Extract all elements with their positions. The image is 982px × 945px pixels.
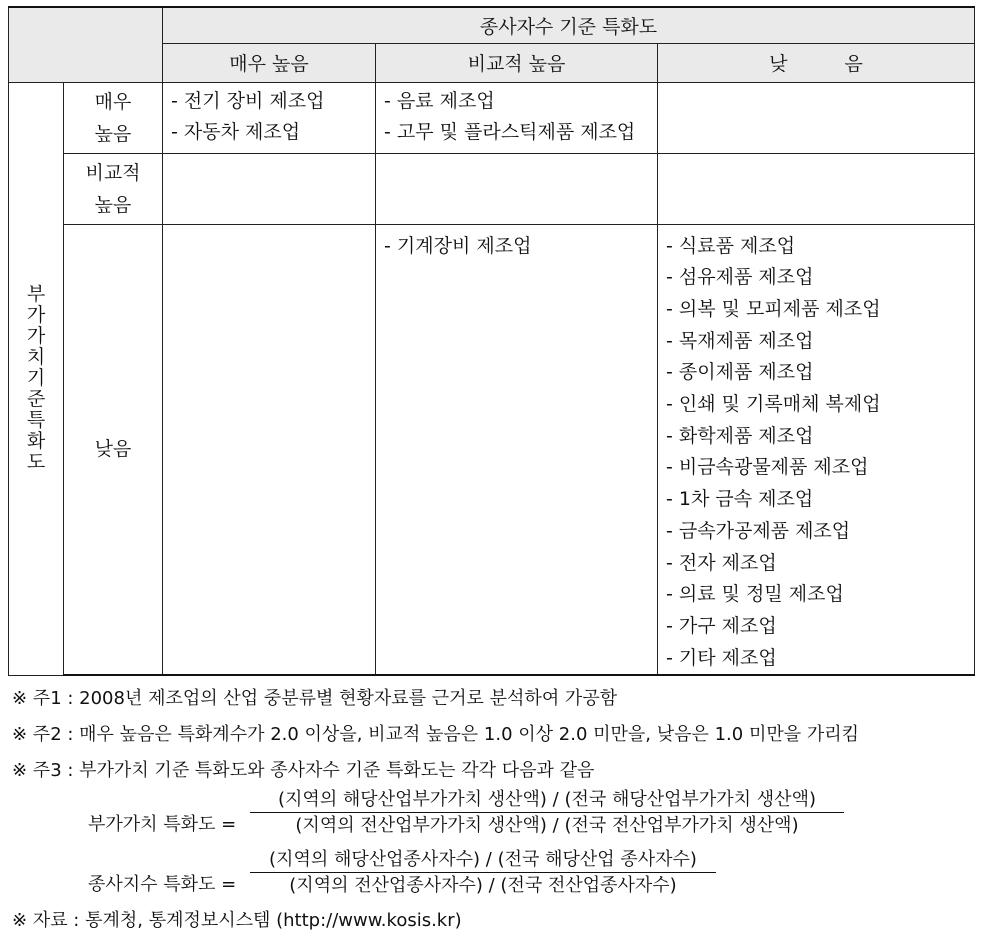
cell-low-low	[658, 224, 975, 675]
row-group-char: 준	[26, 388, 46, 411]
cell-relatively-high-very-high	[163, 153, 376, 224]
industry-item: - 기타 제조업	[666, 643, 974, 675]
cell-very-high-low	[658, 82, 975, 153]
row-label-line: 매우	[94, 90, 132, 113]
industry-item: - 금속가공제품 제조업	[666, 516, 974, 548]
source-note: ※ 자료 : 통계청, 통계정보시스템 (http://www.kosis.kr)	[12, 910, 462, 931]
row-group-char: 화	[26, 430, 46, 453]
industry-item: - 음료 제조업	[384, 86, 657, 118]
row-label-line: 높음	[94, 122, 132, 145]
row-group-char: 가	[26, 304, 46, 327]
industry-item: - 의복 및 모피제품 제조업	[666, 294, 974, 326]
row-group-char: 가	[26, 325, 46, 348]
row-group-char: 치	[26, 346, 46, 369]
formula-2-label: 종사지수 특화도 =	[88, 874, 237, 895]
industry-item: - 자동차 제조업	[171, 117, 375, 149]
cell-very-high-very-high	[163, 82, 376, 153]
industry-item: - 기계장비 제조업	[384, 231, 657, 263]
specialization-matrix-table	[8, 6, 975, 676]
col-header-very-high: 매우 높음	[163, 43, 376, 82]
industry-item: - 비금속광물제품 제조업	[666, 452, 974, 484]
industry-item: - 전기 장비 제조업	[171, 86, 375, 118]
industry-item: - 식료품 제조업	[666, 231, 974, 263]
formula-1-label: 부가가치 특화도 =	[88, 814, 237, 835]
cell-relatively-high-low	[658, 153, 975, 224]
industry-item: - 의료 및 정밀 제조업	[666, 579, 974, 611]
row-group-char: 도	[26, 451, 46, 474]
note-1: ※ 주1 : 2008년 제조업의 산업 중분류별 현황자료를 근거로 분석하여 가공함	[12, 688, 618, 709]
industry-item: - 섬유제품 제조업	[666, 262, 974, 294]
row-group-char: 특	[26, 409, 46, 432]
row-group-header	[9, 82, 64, 675]
cell-low-very-high	[163, 224, 376, 675]
row-label-line: 높음	[94, 193, 132, 216]
row-label-relatively-high	[64, 153, 163, 224]
industry-item: - 가구 제조업	[666, 611, 974, 643]
formula-1-fraction	[250, 788, 844, 839]
industry-item: - 1차 금속 제조업	[666, 484, 974, 516]
col-header-low: 낮 음	[658, 43, 975, 82]
note-2: ※ 주2 : 매우 높음은 특화계수가 2.0 이상을, 비교적 높음은 1.0 이상 2.0 미만을, 낮음은 1.0 미만을 가리킴	[12, 724, 860, 745]
industry-item: - 고무 및 플라스틱제품 제조업	[384, 117, 657, 149]
industry-item: - 인쇄 및 기록매체 복제업	[666, 389, 974, 421]
row-group-char: 기	[26, 367, 46, 390]
row-label-low	[64, 224, 163, 675]
row-label-line: 비교적	[85, 161, 141, 184]
formula-2-numerator: (지역의 해당산업종사자수) / (전국 해당산업 종사자수)	[250, 848, 716, 873]
row-group-char: 부	[26, 283, 46, 306]
col-header-relatively-high: 비교적 높음	[376, 43, 658, 82]
cell-very-high-relatively-high	[376, 82, 658, 153]
cell-relatively-high-relatively-high	[376, 153, 658, 224]
industry-item: - 종이제품 제조업	[666, 357, 974, 389]
formula-2-denominator: (지역의 전산업종사자수) / (전국 전산업종사자수)	[289, 875, 677, 896]
formula-1-denominator: (지역의 전산업부가가치 생산액) / (전국 전산업부가가치 생산액)	[295, 815, 799, 836]
formula-2-fraction	[250, 848, 716, 899]
note-3: ※ 주3 : 부가가치 기준 특화도와 종사자수 기준 특화도는 각각 다음과 같음	[12, 760, 595, 781]
industry-item: - 목재제품 제조업	[666, 326, 974, 358]
formula-1-numerator: (지역의 해당산업부가가치 생산액) / (전국 해당산업부가가치 생산액)	[250, 788, 844, 813]
col-group-header: 종사자수 기준 특화도	[163, 7, 975, 43]
industry-item: - 화학제품 제조업	[666, 421, 974, 453]
row-label-line: 낮음	[94, 438, 132, 461]
corner-cell	[9, 7, 163, 82]
cell-low-relatively-high	[376, 224, 658, 675]
row-label-very-high	[64, 82, 163, 153]
industry-item: - 전자 제조업	[666, 548, 974, 580]
